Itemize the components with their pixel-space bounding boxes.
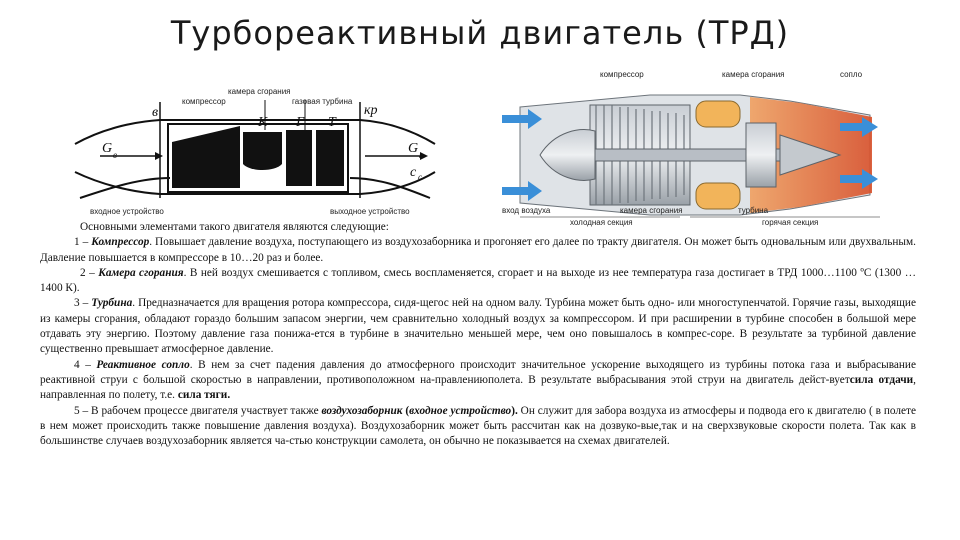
paragraph-3: 3 – Турбина. Предназначается для вращения ротора компрессора, сидя-щегос ней на одном валу. Турбина может быть одно- или многоступенчатой. Горячие газы, выходящие из камеры сгорания, обладают гораздо большим запасом энергии, чем сравнительно холодный воздух за компрессором. И при расширении в турбине способен в большой мере отдавать эту энергию. Поэтому давление газа понижа-ется в турбине в значительно меньшей мере, чем оно повышалось в компрес-соре. В результате за турбиной давление существенно превышает атмосферное давление. <box>40 297 916 356</box>
term-recoil-force: сила отдачи <box>849 373 914 386</box>
label-gg-sub: г <box>419 150 423 160</box>
label-compressor: компрессор <box>182 97 226 106</box>
label-air-inlet: вход воздуха <box>502 206 551 215</box>
label-inlet: входное устройство <box>90 207 164 216</box>
term-air-intake: воздухозаборник <box>321 404 403 417</box>
paragraph-5: 5 – В рабочем процессе двигателя участвует также воздухозаборник (входное устройство). Он служит для забора воздуха из атмосферы и подвода его к двигателю ( в полете в нем может происходить также повышение давления воздуха). Воздухозаборник может быть рассчитан как на дозвуко-вые,так и на сверхзвуковые скорости полета. Так как в большинстве случаев воздухозаборник является ча-стью конструкции самолета, он обычно не показывается на схемах двигателей. <box>40 404 916 448</box>
combustion-chamber-lower <box>696 183 740 209</box>
label-cc: c <box>410 165 417 180</box>
label-t: Т <box>328 115 336 130</box>
term-thrust: сила тяги. <box>177 389 231 402</box>
label-nozzle: сопло <box>840 70 863 79</box>
combustion-chamber-upper <box>696 101 740 127</box>
label-kr: кр <box>364 103 378 118</box>
label-cc-sub: c <box>418 172 422 182</box>
term-turbine: Турбина <box>91 297 133 310</box>
label-k: К <box>258 115 268 130</box>
paragraph-4: 4 – Реактивное сопло. В нем за счет падения давления до атмосферного происходит значительное ускорение выходящего из турбины потока газа и выбрасывание реактивной струи с большой скоростью в направлении, противоположном на-правлениюполета. В результате выбрасывания этой струи на двигатель дейст-вуетсила отдачи, направленная по полету, т.е. сила тяги. <box>40 358 916 402</box>
label-turbine: турбина <box>738 206 769 215</box>
label-gv: G <box>102 141 113 156</box>
schematic-turbine <box>286 130 312 186</box>
term-nozzle: Реактивное сопло <box>96 358 190 371</box>
label-chamber-bottom: камера сгорания <box>620 206 683 215</box>
label-outlet: выходное устройство <box>330 207 410 216</box>
label-gg: G <box>408 141 419 156</box>
label-gv-sub: в <box>113 150 117 160</box>
schematic-compressor <box>172 126 240 188</box>
paragraph-2: 2 – Камера сгорания. В ней воздух смешивается с топливом, смесь воспламеняется, сгорает и на выходе из нее температура газа достигает в ТРД 1000…1100 ºС (1300 …1400 К). <box>40 266 916 295</box>
paragraph-1: 1 – Компрессор. Повышает давление воздуха, поступающего из воздухозаборника и прогоняет его далее по тракту двигателя. Он может быть одновальным или двухвальным. Давление повышается в компрессоре в 10…20 раз и более. <box>40 236 916 264</box>
term-chamber: Камера сгорания <box>98 266 184 279</box>
label-gas-turbine: газовая турбина <box>292 97 353 106</box>
paragraph-intro: Основными элементами такого двигателя являются следующие: <box>80 221 389 233</box>
body-text <box>40 220 916 449</box>
schematic-combustion-chamber <box>243 132 282 170</box>
term-compressor: Компрессор <box>91 236 150 249</box>
label-chamber: камера сгорания <box>228 87 291 96</box>
label-chamber-top: камера сгорания <box>722 70 785 79</box>
engine-cutaway-illustration <box>500 65 900 235</box>
term-inlet-device: входное устройство <box>409 404 512 417</box>
label-compressor-top: компрессор <box>600 70 644 79</box>
label-g: Г <box>296 115 304 130</box>
label-cold-section: холодная секция <box>570 218 633 227</box>
engine-schematic-diagram <box>60 80 440 218</box>
label-b: в <box>152 105 159 120</box>
label-hot-section: горячая секция <box>762 218 819 227</box>
turbine-stages <box>746 123 776 187</box>
slide-title: Турбореактивный двигатель (ТРД) <box>170 14 790 52</box>
